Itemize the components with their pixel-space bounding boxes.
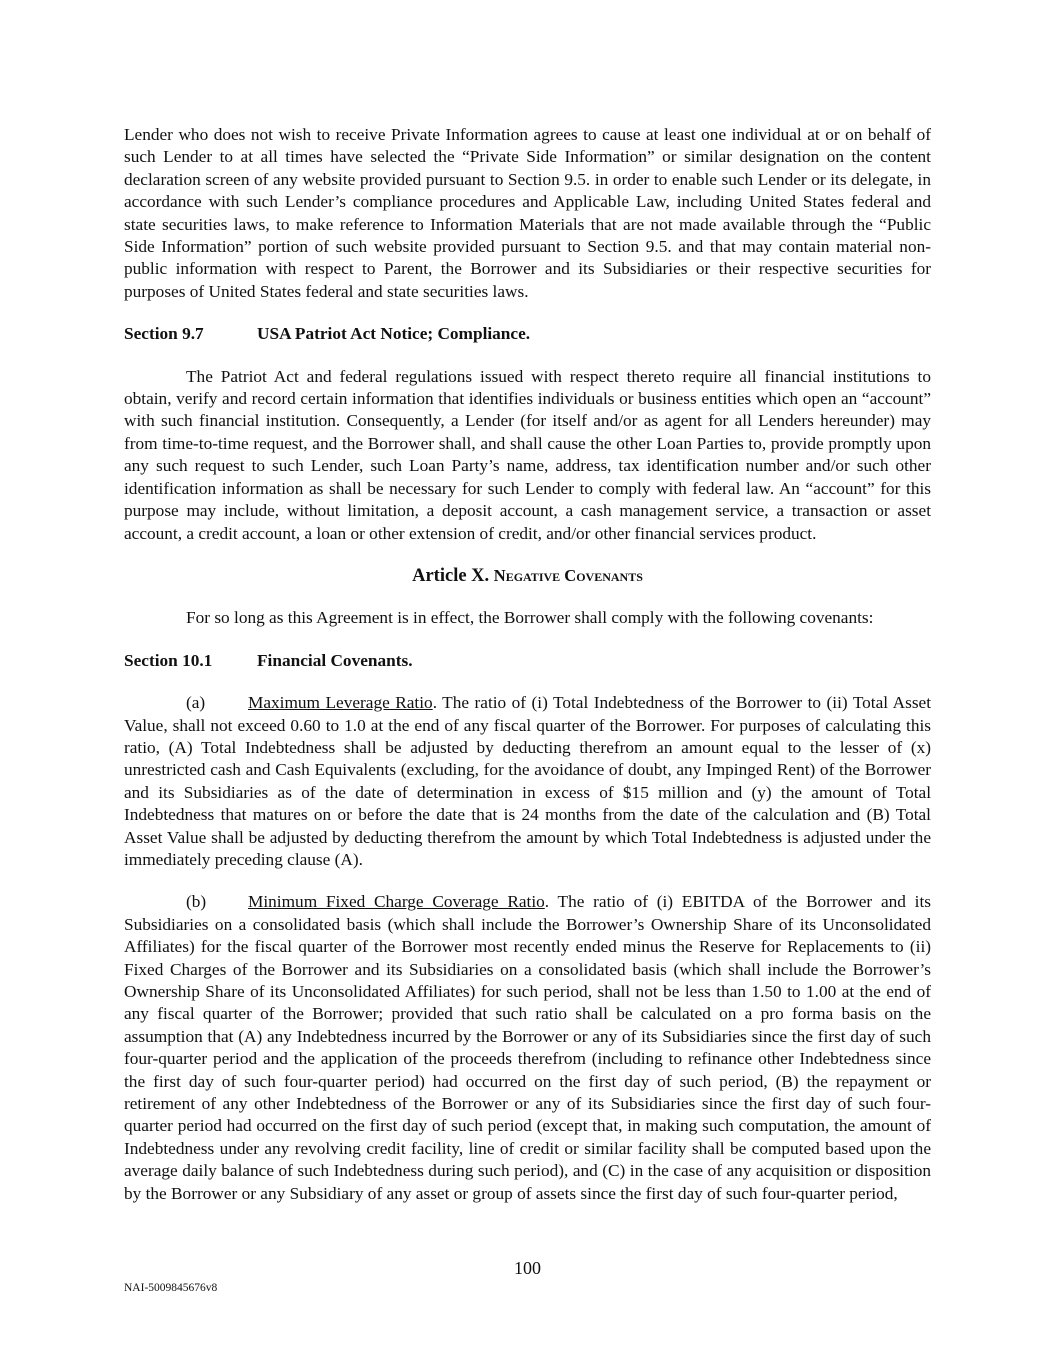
section-title: Financial Covenants. (257, 650, 413, 670)
article-title: Negative Covenants (493, 565, 643, 585)
document-page (124, 124, 931, 1205)
clause-label: (b) (186, 892, 207, 912)
continuation-paragraph: Lender who does not wish to receive Private Information agrees to cause at least one individual at or on behalf of such Lender to at all times have selected the “Private Side Information” or similar designation on the content declaration screen of any website provided pursuant to Section 9.5. in order to enable such Lender or its delegate, in accordance with such Lender’s compliance procedures and Applicable Law, including United States federal and state securities laws, to make reference to Information Materials that are not made available through the “Public Side Information” portion of such website provided pursuant to Section 9.5. and that may contain material non-public information with respect to Parent, the Borrower and its Subsidiaries or their respective securities for purposes of United States federal and state securities laws. (124, 125, 931, 301)
clause-body: . The ratio of (i) EBITDA of the Borrower and its Subsidiaries on a consolidated basis (which shall include the Borrower’s Ownership Share of its Unconsolidated Affiliates) for the fiscal quarter of the Borrower most recently ended minus the Reserve for Replacements to (ii) Fixed Charges of the Borrower and its Subsidiaries on a consolidated basis (which shall include the Borrower’s Ownership Share of its Unconsolidated Affiliates) for such period, shall not be less than 1.50 to 1.00 at the end of any fiscal quarter of the Borrower; provided that such ratio shall be calculated on a pro forma basis on the assumption that (A) any Indebtedness incurred by the Borrower or any of its Subsidiaries since the first day of such four-quarter period and the application of the proceeds therefrom (including to refinance other Indebtedness since the first day of such four-quarter period) had occurred on the first day of such period, (B) the repayment or retirement of any other Indebtedness of the Borrower or any of its Subsidiaries since the first day of such four-quarter period had occurred on the first day of such period (except that, in making such computation, the amount of Indebtedness under any revolving credit facility, line of credit or similar facility shall be computed based upon the average daily balance of such Indebtedness during such period), and (C) in the case of any acquisition or disposition by the Borrower or any Subsidiary of any asset or group of assets since the first day of such four-quarter period, (124, 892, 931, 1203)
section-9-7-body: The Patriot Act and federal regulations issued with respect thereto require all financial institutions to obtain, verify and record certain information that identifies individuals or business entities which open an “account” with such financial institution. Consequently, a Lender (for itself and/or as agent for all Lenders hereunder) may from time-to-time request, and the Borrower shall, and shall cause the other Loan Parties to, provide promptly upon any such request to such Lender, such Loan Party’s name, address, tax identification number and/or such other identification information as shall be necessary for such Lender to comply with federal law. An “account” for this purpose may include, without limitation, a deposit account, a cash management service, a transaction or asset account, a credit account, a loan or other extension of credit, and/or other financial services product. (124, 366, 931, 543)
clause-heading: Maximum Leverage Ratio (248, 693, 433, 713)
clause-b (124, 891, 931, 1205)
article-label: Article X. (412, 565, 490, 586)
clause-label: (a) (186, 693, 206, 713)
section-number: Section 10.1 (124, 650, 213, 670)
clause-body: . The ratio of (i) Total Indebtedness of the Borrower to (ii) Total Asset Value, shall not exceed 0.60 to 1.0 at the end of any fiscal quarter of the Borrower. For purposes of calculating this ratio, (A) Total Indebtedness shall be adjusted by deducting therefrom an amount equal to the lesser of (x) unrestricted cash and Cash Equivalents (excluding, for the avoidance of doubt, any Impinged Rent) of the Borrower and its Subsidiaries as of the date of determination in excess of $15 million and (y) the amount of Total Indebtedness that matures on or before the date that is 24 months from the date of the calculation and (B) Total Asset Value shall be adjusted by deducting therefrom the amount by which Total Indebtedness is adjusted under the immediately preceding clause (A). (124, 693, 932, 869)
section-10-1-heading (124, 650, 931, 672)
document-id: NAI-5009845676v8 (124, 1282, 218, 1294)
section-number: Section 9.7 (124, 324, 204, 344)
page-number: 100 (514, 1258, 541, 1278)
article-x-intro: For so long as this Agreement is in effect, the Borrower shall comply with the following covenants: (186, 608, 874, 628)
section-9-7-heading (124, 323, 931, 345)
clause-heading: Minimum Fixed Charge Coverage Ratio (248, 892, 545, 912)
article-x-heading (124, 565, 931, 587)
clause-a (124, 692, 931, 871)
section-title: USA Patriot Act Notice; Compliance. (257, 324, 531, 344)
